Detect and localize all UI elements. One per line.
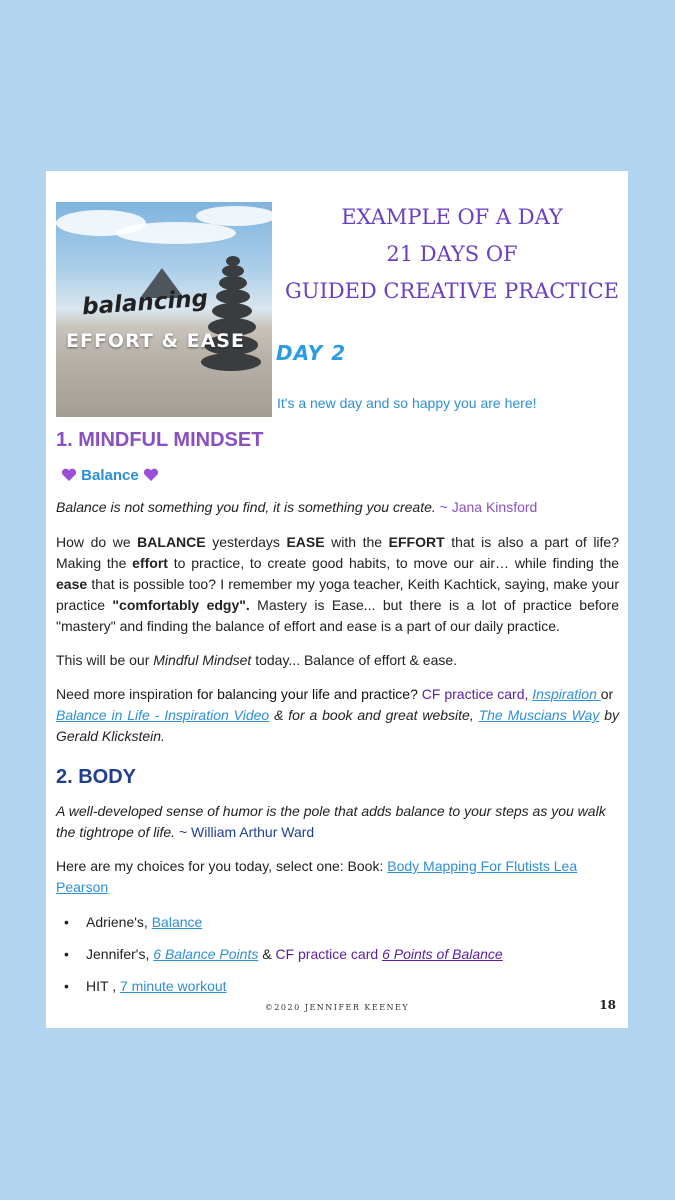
intro-text: It's a new day and so happy you are here! (277, 395, 537, 411)
mindful-quote (56, 497, 619, 518)
text-bold: EFFORT (388, 534, 445, 550)
text-bold: BALANCE (137, 534, 206, 550)
cf-practice-card-text: CF practice card (275, 946, 383, 962)
text-span: Mastery is Ease... but there is a lot of practice before "mastery" and finding the balance of effort and ease is a part of our daily practice. (56, 597, 619, 634)
day-label: DAY 2 (276, 341, 347, 365)
six-points-of-balance-link[interactable]: 6 Points of Balance (382, 946, 503, 962)
text-span: with the (324, 534, 389, 550)
body-mapping-book-link[interactable]: Body Mapping For Flutists Lea Pearson (56, 858, 578, 895)
copyright-footer: ©2020 JENNIFER KEENEY (264, 1003, 410, 1012)
list-item (56, 912, 619, 944)
bullet: • (64, 946, 69, 962)
mindful-paragraph-2 (56, 650, 619, 671)
image-word-balancing: balancing (81, 285, 209, 321)
purple-heart-icon (143, 468, 159, 482)
text-span: that is also a part of life? Making the (56, 534, 619, 571)
bullet: • (64, 914, 69, 930)
list-item (56, 944, 619, 976)
body-quote (56, 801, 619, 843)
adriene-balance-link[interactable]: Balance (151, 914, 203, 930)
text-span: This will be our (56, 652, 154, 668)
page-title (282, 199, 622, 310)
content-area (56, 426, 619, 1008)
document-page (46, 171, 628, 1028)
text-span: or (600, 686, 614, 702)
text-italic: & for a book and great website, (269, 707, 479, 723)
text-span: How do we (56, 534, 138, 550)
balance-in-life-video-link[interactable]: Balance in Life - Inspiration Video (56, 707, 270, 723)
text-italic: Mindful Mindset (153, 652, 252, 668)
mindful-paragraph-3 (56, 684, 619, 747)
balance-subheading (56, 465, 619, 487)
text-bold: EASE (286, 534, 325, 550)
text-span: for balancing your life and practice? (196, 686, 418, 702)
text-span: Adriene's, (86, 914, 152, 930)
text-bold: "comfortably edgy". (112, 597, 250, 613)
mindful-quote-author: ~ Jana Kinsford (439, 499, 538, 515)
cf-practice-card-text: CF practice card, (417, 686, 533, 702)
image-words-effort-ease: EFFORT & EASE (66, 330, 245, 352)
text-span: Jennifer's, (86, 946, 154, 962)
text-bold: effort (132, 555, 168, 571)
mindful-paragraph-1 (56, 532, 619, 637)
body-choices (56, 856, 619, 898)
text-span: HIT , (86, 978, 120, 994)
text-span: & (258, 946, 276, 962)
purple-heart-icon (61, 468, 77, 482)
text-span: Need more inspiration (56, 686, 197, 702)
text-italic: by Gerald Klickstein. (56, 707, 619, 744)
title-line-3: GUIDED CREATIVE PRACTICE (284, 279, 620, 303)
exercise-list (56, 912, 619, 1008)
text-span: to practice, to create good habits, to move our air… while finding the (167, 555, 620, 571)
text-span: Here are my choices for you today, select one: Book: (56, 858, 388, 874)
title-line-2: 21 DAYS OF (386, 242, 518, 266)
title-line-1: EXAMPLE OF A DAY (341, 205, 563, 229)
inspiration-link[interactable]: Inspiration (532, 686, 601, 702)
muscians-way-link[interactable]: The Muscians Way (478, 707, 600, 723)
text-span: today... Balance of effort & ease. (251, 652, 458, 668)
balancing-effort-ease-image (56, 202, 272, 417)
bullet: • (64, 978, 69, 994)
body-heading: 2. BODY (56, 766, 137, 788)
text-bold: ease (56, 576, 88, 592)
mindful-mindset-heading: 1. MINDFUL MINDSET (56, 429, 264, 451)
page-number: 18 (599, 998, 616, 1012)
text-span: yesterdays (205, 534, 287, 550)
seven-minute-workout-link[interactable]: 7 minute workout (119, 978, 227, 994)
body-quote-text: A well-developed sense of humor is the pole that adds balance to your steps as you walk the tightrope of life. (56, 803, 606, 840)
six-balance-points-link[interactable]: 6 Balance Points (153, 946, 259, 962)
body-quote-author: ~ William Arthur Ward (178, 824, 315, 840)
balance-subheading-text: Balance (81, 467, 139, 484)
mindful-quote-text: Balance is not something you find, it is something you create. (56, 499, 436, 515)
text-span: that is possible too? I remember my yoga teacher, Keith Kachtick, saying, make your practice (56, 576, 619, 613)
